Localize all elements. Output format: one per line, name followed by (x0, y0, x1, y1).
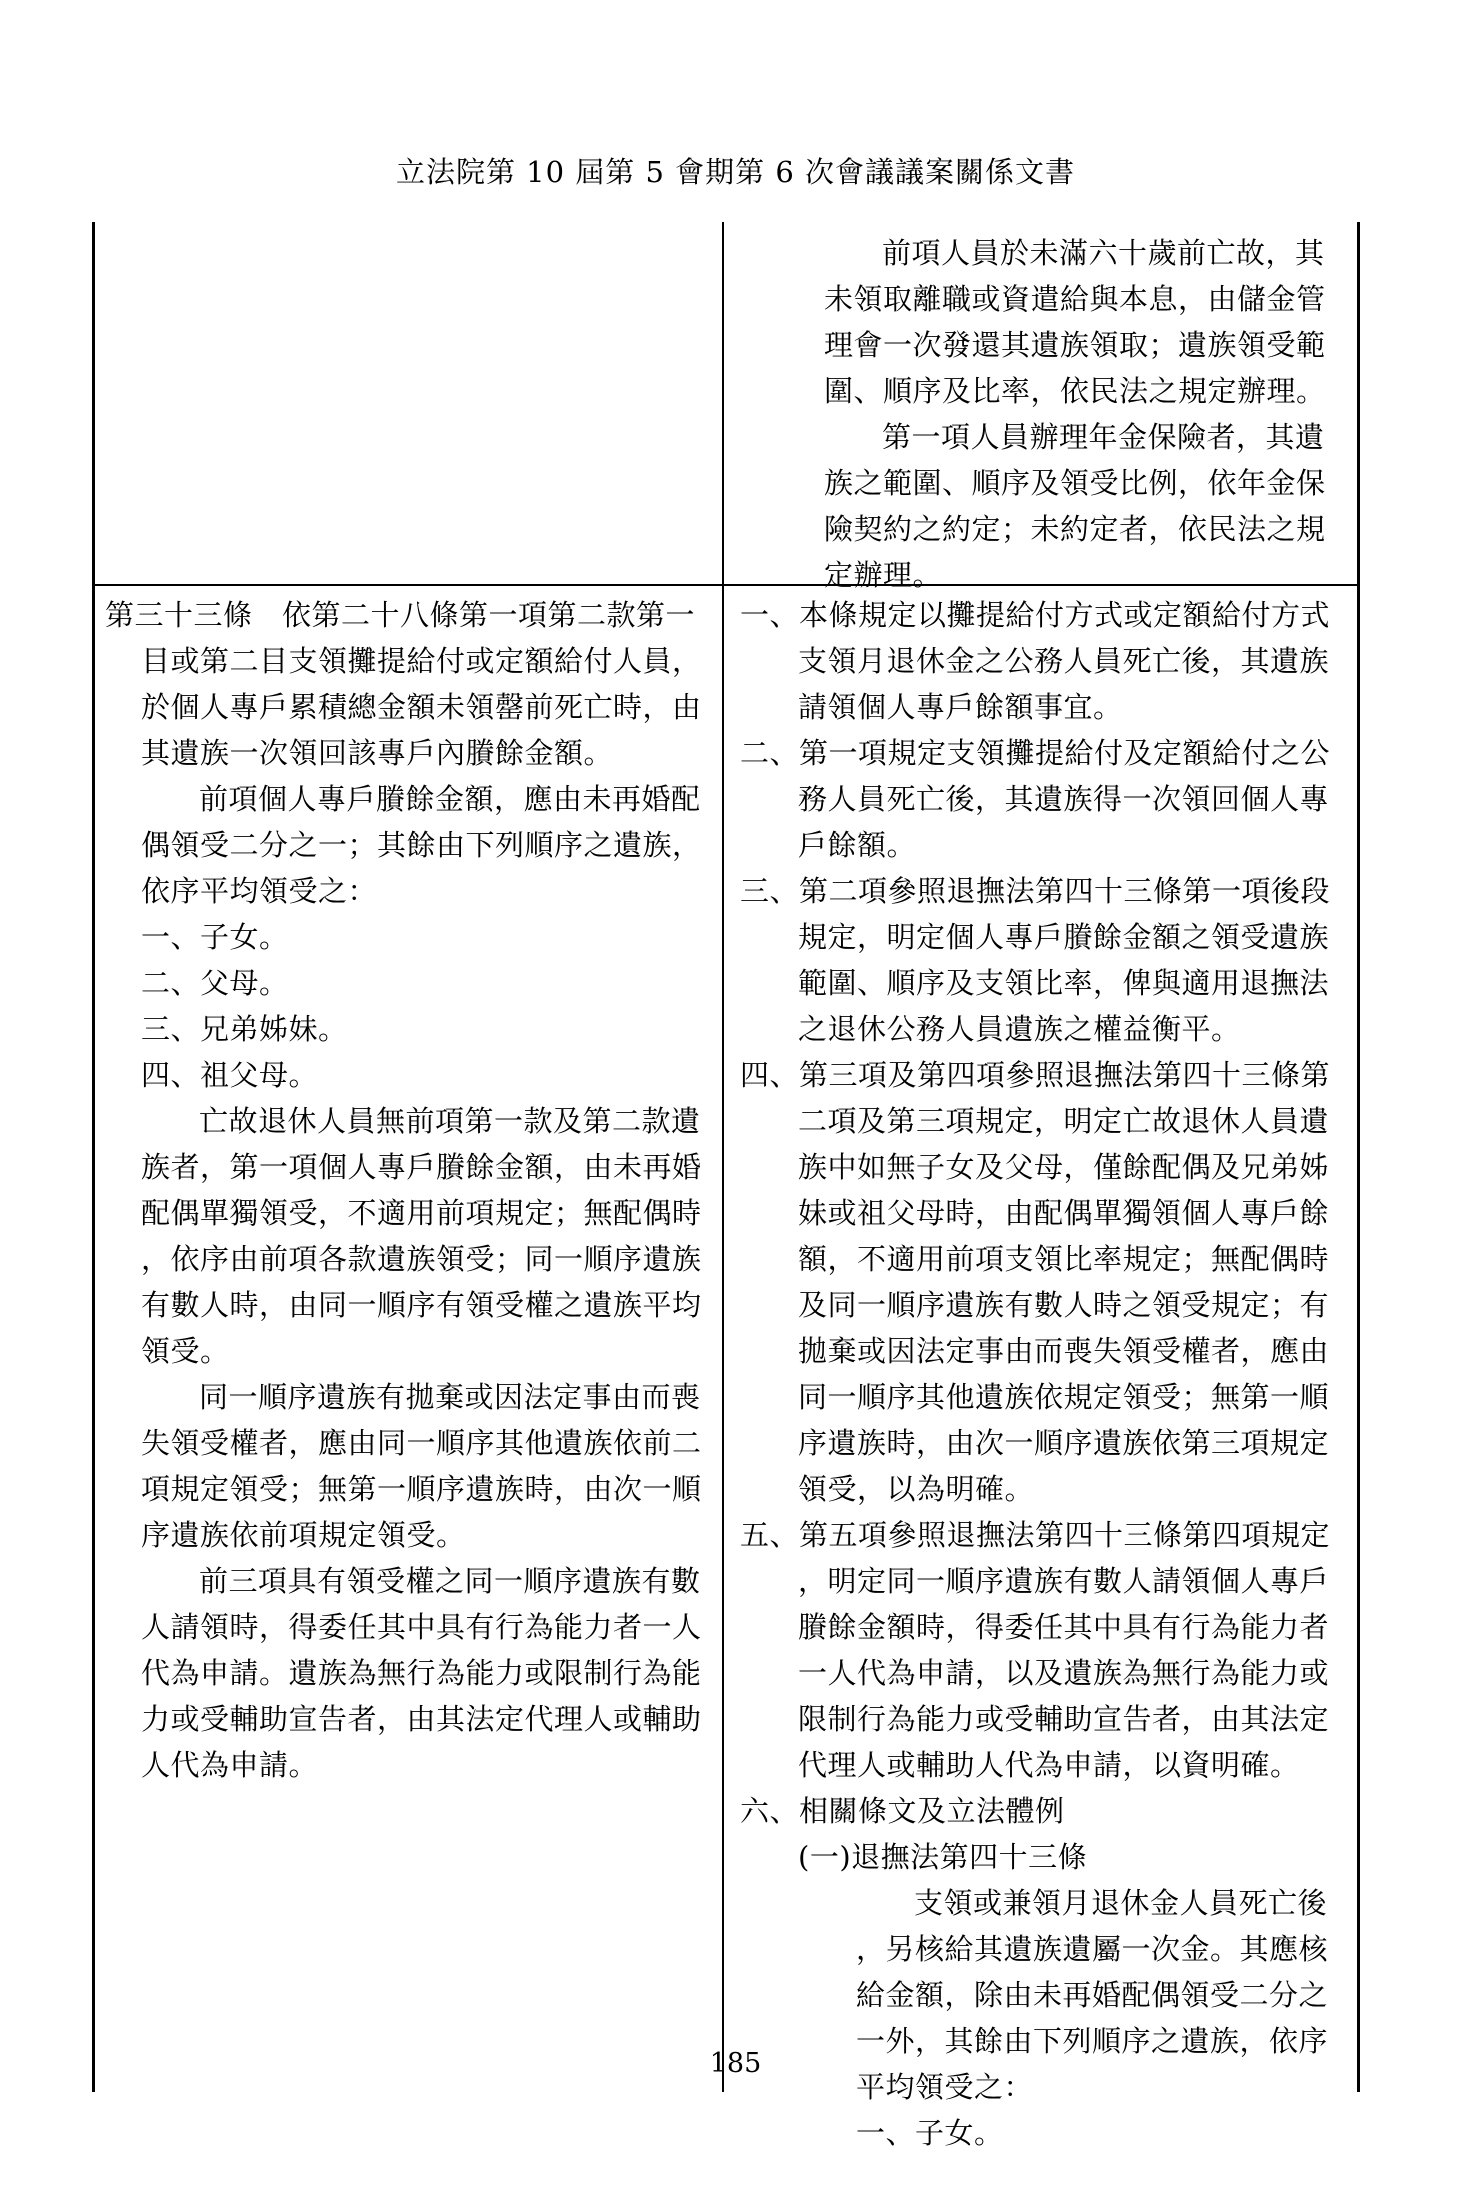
list-item: 一、子女。 (856, 2116, 1004, 2150)
text-line: 族之範圍、順序及領受比例，依年金保 (824, 466, 1326, 500)
text-line: 定辦理。 (824, 558, 943, 592)
list-item: 四、祖父母。 (141, 1058, 319, 1092)
text-line: 失領受權者，應由同一順序其他遺族依前二 (141, 1426, 702, 1460)
text-line: 險契約之約定；未約定者，依民法之規 (824, 512, 1326, 546)
text-line: 目或第二目支領攤提給付或定額給付人員， (141, 644, 702, 678)
text-line: 項規定領受；無第一順序遺族時，由次一順 (141, 1472, 702, 1506)
text-line: 戶餘額。 (798, 828, 917, 862)
text-line: 前項個人專戶賸餘金額，應由未再婚配 (199, 782, 701, 816)
list-item: 三、兄弟姊妹。 (141, 1012, 348, 1046)
page-number: 185 (709, 2048, 762, 2079)
text-line: 人代為申請。 (141, 1748, 319, 1782)
explanation-item: 二、第一項規定支領攤提給付及定額給付之公 (740, 736, 1331, 770)
table-middle-divider (722, 222, 724, 2092)
text-line: 前三項具有領受權之同一順序遺族有數 (199, 1564, 701, 1598)
text-line: 支領或兼領月退休金人員死亡後 (914, 1886, 1328, 1920)
text-line: 族者，第一項個人專戶賸餘金額，由未再婚 (141, 1150, 702, 1184)
text-line: 給金額，除由未再婚配偶領受二分之 (856, 1978, 1329, 2012)
text-line: 請領個人專戶餘額事宜。 (798, 690, 1123, 724)
text-line: 範圍、順序及支領比率，俾與適用退撫法 (798, 966, 1330, 1000)
text-line: 務人員死亡後，其遺族得一次領回個人專 (798, 782, 1330, 816)
text-line: ，依序由前項各款遺族領受；同一順序遺族 (141, 1242, 702, 1276)
text-line: 依序平均領受之： (141, 874, 378, 908)
explanation-item: 四、第三項及第四項參照退撫法第四十三條第 (740, 1058, 1331, 1092)
text-line: 賸餘金額時，得委任其中具有行為能力者 (798, 1610, 1330, 1644)
list-item: 二、父母。 (141, 966, 289, 1000)
article-heading-line: 第三十三條 依第二十八條第一項第二款第一 (105, 598, 696, 632)
text-line: 規定，明定個人專戶賸餘金額之領受遺族 (798, 920, 1330, 954)
top-right-cell (740, 230, 1340, 598)
text-line: 其遺族一次領回該專戶內賸餘金額。 (141, 736, 614, 770)
text-line: 同一順序其他遺族依規定領受；無第一順 (798, 1380, 1330, 1414)
text-line: 配偶單獨領受，不適用前項規定；無配偶時 (141, 1196, 702, 1230)
text-line: 人請領時，得委任其中具有行為能力者一人 (141, 1610, 702, 1644)
text-line: 領受。 (141, 1334, 230, 1368)
text-line: 平均領受之： (856, 2070, 1034, 2104)
text-line: 同一順序遺族有拋棄或因法定事由而喪 (199, 1380, 701, 1414)
explanation-item: 三、第二項參照退撫法第四十三條第一項後段 (740, 874, 1331, 908)
text-line: 之退休公務人員遺族之權益衡平。 (798, 1012, 1241, 1046)
explanation-cell (740, 592, 1340, 2156)
document-header: 立法院第 10 屆第 5 會期第 6 次會議議案關係文書 (395, 155, 1076, 189)
text-line: 未領取離職或資遣給與本息，由儲金管 (824, 282, 1326, 316)
text-line: 代理人或輔助人代為申請，以資明確。 (798, 1748, 1300, 1782)
text-line: 理會一次發還其遺族領取；遺族領受範 (824, 328, 1326, 362)
text-line: 限制行為能力或受輔助宣告者，由其法定 (798, 1702, 1330, 1736)
explanation-item: 五、第五項參照退撫法第四十三條第四項規定 (740, 1518, 1331, 1552)
text-line: 於個人專戶累積總金額未領罄前死亡時，由 (141, 690, 702, 724)
text-line: 二項及第三項規定，明定亡故退休人員遺 (798, 1104, 1330, 1138)
text-line: 額，不適用前項支領比率規定；無配偶時 (798, 1242, 1330, 1276)
text-line: 序遺族依前項規定領受。 (141, 1518, 466, 1552)
text-line: 第一項人員辦理年金保險者，其遺 (882, 420, 1325, 454)
text-line: ，明定同一順序遺族有數人請領個人專戶 (798, 1564, 1330, 1598)
text-line: 支領月退休金之公務人員死亡後，其遺族 (798, 644, 1330, 678)
article-text-cell (105, 592, 710, 1788)
text-line: 前項人員於未滿六十歲前亡故，其 (882, 236, 1325, 270)
explanation-item: 一、本條規定以攤提給付方式或定額給付方式 (740, 598, 1331, 632)
text-line: 妹或祖父母時，由配偶單獨領個人專戶餘 (798, 1196, 1330, 1230)
text-line: 一人代為申請，以及遺族為無行為能力或 (798, 1656, 1330, 1690)
text-line: 領受，以為明確。 (798, 1472, 1035, 1506)
text-line: 亡故退休人員無前項第一款及第二款遺 (199, 1104, 701, 1138)
text-line: 力或受輔助宣告者，由其法定代理人或輔助 (141, 1702, 702, 1736)
text-line: 偶領受二分之一；其餘由下列順序之遺族， (141, 828, 702, 862)
text-line: 代為申請。遺族為無行為能力或限制行為能 (141, 1656, 702, 1690)
text-line: 及同一順序遺族有數人時之領受規定；有 (798, 1288, 1330, 1322)
text-line: 序遺族時，由次一順序遺族依第三項規定 (798, 1426, 1330, 1460)
list-item: 一、子女。 (141, 920, 289, 954)
text-line: 有數人時，由同一順序有領受權之遺族平均 (141, 1288, 702, 1322)
table-right-border (1357, 222, 1360, 2092)
sub-heading: (一)退撫法第四十三條 (798, 1840, 1088, 1874)
text-line: 族中如無子女及父母，僅餘配偶及兄弟姊 (798, 1150, 1330, 1184)
text-line: 拋棄或因法定事由而喪失領受權者，應由 (798, 1334, 1330, 1368)
table-left-border (92, 222, 95, 2092)
explanation-item: 六、相關條文及立法體例 (740, 1794, 1065, 1828)
text-line: 圍、順序及比率，依民法之規定辦理。 (824, 374, 1326, 408)
text-line: 一外，其餘由下列順序之遺族，依序 (856, 2024, 1329, 2058)
text-line: ，另核給其遺族遺屬一次金。其應核 (856, 1932, 1329, 1966)
